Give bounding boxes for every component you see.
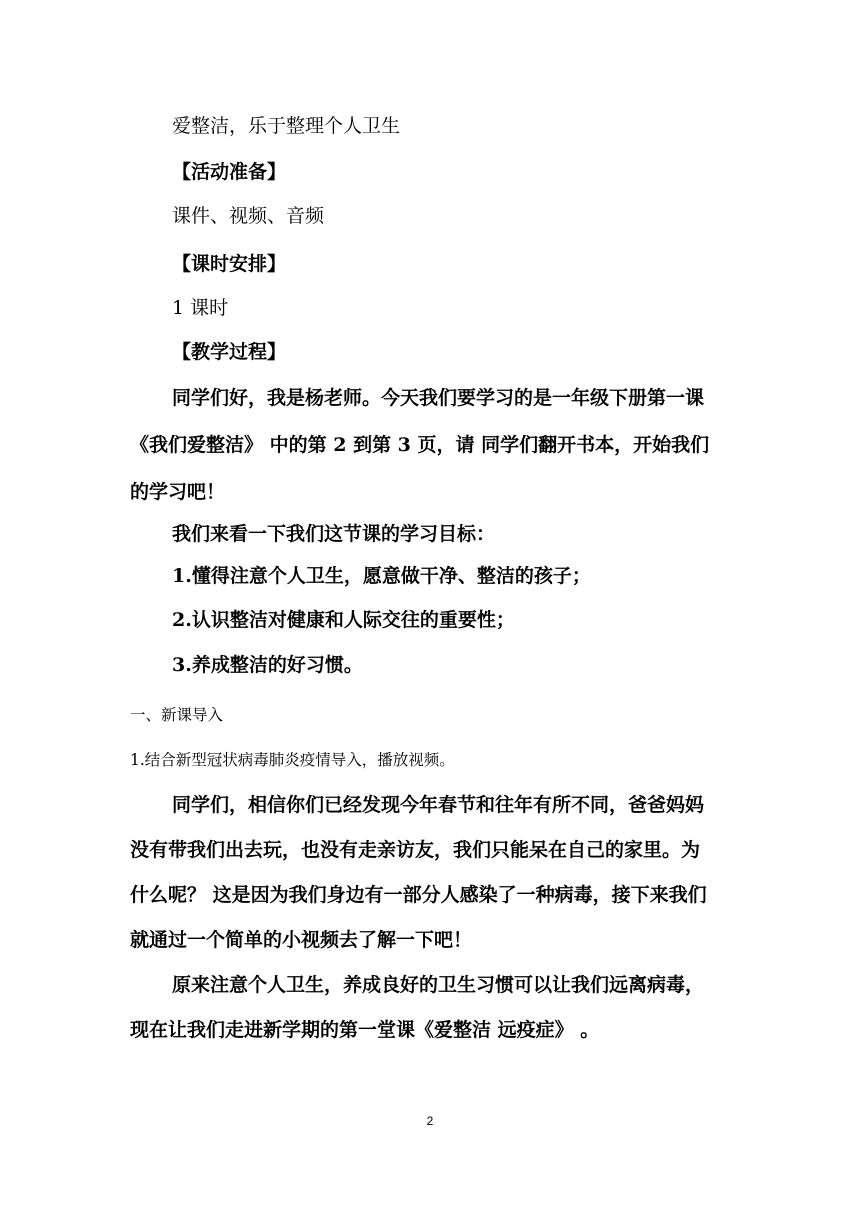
intro-line: 爱整洁，乐于整理个人卫生 (172, 115, 401, 137)
story-line: 就通过一个简单的小视频去了解一下吧！ (130, 929, 473, 951)
section-title: 一、新课导入 (130, 706, 224, 724)
goal-item: 3.养成整洁的好习惯。 (172, 654, 363, 676)
schedule-content: 1 课时 (172, 297, 229, 319)
goal-item: 2.认识整洁对健康和人际交往的重要性； (172, 609, 515, 631)
story-line: 什么呢？ 这是因为我们身边有一部分人感染了一种病毒，接下来我们 (130, 884, 707, 906)
process-heading: 【教学过程】 (172, 341, 287, 363)
step-one: 1.结合新型冠状病毒肺炎疫情导入，播放视频。 (130, 751, 455, 769)
greeting-line: 同学们好，我是杨老师。今天我们要学习的是一年级下册第一课 (172, 387, 705, 409)
greeting-line: 的学习吧！ (130, 481, 226, 503)
schedule-heading: 【课时安排】 (172, 253, 287, 275)
greeting-line: 《我们爱整洁》 中的第 2 到第 3 页，请 同学们翻开书本，开始我们 (130, 434, 710, 456)
closing-line: 原来注意个人卫生，养成良好的卫生习惯可以让我们远离病毒， (172, 974, 705, 996)
story-line: 没有带我们出去玩，也没有走亲访友，我们只能呆在自己的家里。为 (130, 839, 701, 861)
goals-intro: 我们来看一下我们这节课的学习目标： (172, 523, 496, 545)
prep-content: 课件、视频、音频 (172, 205, 325, 227)
goal-item: 1.懂得注意个人卫生，愿意做干净、整洁的孩子； (172, 565, 591, 587)
prep-heading: 【活动准备】 (172, 161, 287, 183)
page-number: 2 (426, 1114, 434, 1128)
story-line: 同学们，相信你们已经发现今年春节和往年有所不同，爸爸妈妈 (172, 794, 705, 816)
closing-line: 现在让我们走进新学期的第一堂课《爱整洁 远疫症》 。 (130, 1019, 600, 1041)
